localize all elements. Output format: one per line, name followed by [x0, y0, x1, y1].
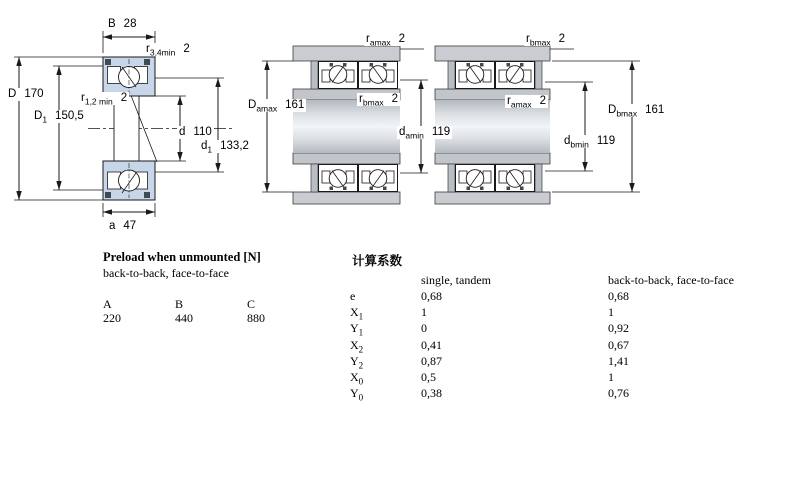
housing-bottom — [293, 192, 400, 204]
dim-value: 133,2 — [220, 140, 249, 152]
factor-value-single: 1 — [421, 305, 427, 320]
dim-base: r — [359, 93, 363, 105]
factor-value-single: 0,5 — [421, 370, 436, 384]
factor-row-label: $X_2$ — [350, 337, 364, 354]
dim-base: D — [248, 99, 257, 111]
dim-base: r — [146, 43, 150, 55]
dim-base: r — [526, 33, 530, 45]
dim-base: r — [366, 33, 370, 45]
dim-value: 2 — [391, 93, 399, 105]
dim-value: 110 — [193, 126, 212, 138]
factor-value-paired: 0,67 — [608, 337, 629, 352]
preload-table — [103, 250, 323, 330]
factor-value-paired: 1 — [608, 370, 614, 384]
dim-label-r34min — [144, 43, 192, 56]
factor-value-single: 0,68 — [421, 289, 442, 303]
factor-row-label: $X_0$ — [350, 370, 364, 387]
preload-col-A: A — [103, 297, 112, 311]
dim-base: d — [179, 126, 186, 138]
dim-label-rbmax-middle — [357, 93, 400, 106]
middle-arrangement-drawing — [262, 46, 428, 204]
dim-sub: 1,2 min — [84, 96, 113, 107]
factor-row-label: e — [350, 289, 356, 303]
factor-row-label: $Y_0$ — [350, 386, 364, 403]
housing-top — [293, 46, 400, 61]
dim-label-ramax-right — [505, 95, 548, 108]
dim-label-D1 — [32, 110, 86, 123]
shaft — [293, 100, 400, 153]
dim-sub: bmin — [570, 139, 589, 150]
preload-col-C: C — [247, 297, 256, 311]
dim-base: D — [34, 110, 43, 122]
factor-row-label: $X_1$ — [350, 305, 364, 322]
dim-value: 161 — [645, 104, 665, 116]
factor-value-single: 0,87 — [421, 353, 442, 368]
preload-col-B: B — [175, 297, 184, 311]
factors-header-back-to-back: back-to-back, face-to-face — [608, 273, 734, 287]
dim-base: a — [109, 220, 116, 232]
dim-value: 119 — [596, 135, 616, 147]
preload-title: Preload when unmounted [N] — [103, 250, 261, 264]
dim-label-Dbmax — [606, 104, 666, 117]
dim-label-damin — [397, 126, 452, 139]
factors-title: 计算系数 — [352, 254, 403, 268]
dim-label-r12min — [79, 92, 129, 105]
dim-sub: bmax — [362, 97, 384, 108]
dim-label-dbmin — [562, 135, 617, 148]
dim-label-ramax-middle — [364, 33, 407, 46]
factor-row-label: $Y_1$ — [350, 321, 364, 338]
dim-sub: 3,4min — [149, 47, 176, 58]
dim-base: D — [608, 104, 617, 116]
housing-top — [435, 46, 550, 61]
right-arrangement-drawing — [435, 46, 640, 204]
preload-value-C: 880 — [247, 311, 265, 325]
preload-value-B: 440 — [175, 311, 193, 325]
dim-label-d — [177, 126, 214, 139]
factor-row-label: $Y_2$ — [350, 353, 364, 371]
dim-value: 2 — [539, 95, 547, 107]
dim-sub: bmax — [529, 37, 551, 48]
factor-value-paired: 0,68 — [608, 289, 629, 303]
factor-value-single: 0 — [421, 321, 427, 336]
dim-label-rbmax-right — [524, 33, 567, 46]
shaft-shoulder-bottom — [293, 153, 400, 164]
dim-sub: amax — [510, 99, 532, 110]
dim-sub: amin — [405, 130, 424, 141]
preload-subtitle: back-to-back, face-to-face — [103, 266, 229, 280]
dim-value: 150,5 — [55, 110, 84, 122]
dim-sub: 1 — [42, 114, 48, 125]
dim-base: r — [81, 92, 85, 104]
dim-value: 2 — [398, 33, 406, 45]
dim-label-d1 — [199, 140, 251, 153]
factor-value-paired: 0,92 — [608, 321, 629, 336]
dim-value: 2 — [558, 33, 566, 45]
dim-sub: 1 — [207, 144, 213, 155]
dim-sub: amax — [369, 37, 391, 48]
shaft-shoulder-bottom — [435, 153, 550, 164]
factor-value-single: 0,41 — [421, 337, 442, 352]
dim-base: D — [8, 88, 17, 100]
dim-value: 2 — [120, 92, 128, 104]
dim-value: 161 — [285, 99, 305, 111]
dim-value: 47 — [123, 220, 137, 232]
dim-value: 119 — [431, 126, 451, 138]
dim-base: B — [108, 18, 116, 30]
dim-sub: bmax — [616, 108, 638, 119]
dim-label-a — [107, 220, 138, 233]
dim-value: 170 — [24, 88, 44, 100]
dim-base: r — [507, 95, 511, 107]
factor-value-single: 0,38 — [421, 386, 442, 401]
factor-value-paired: 1,41 — [608, 353, 629, 368]
housing-bottom — [435, 192, 550, 204]
dim-label-D — [6, 88, 46, 101]
factor-value-paired: 0,76 — [608, 386, 629, 401]
dim-value: 2 — [183, 43, 190, 55]
factors-header-single-tandem: single, tandem — [421, 273, 491, 287]
dim-base: d — [399, 126, 406, 138]
factor-value-paired: 1 — [608, 305, 614, 320]
dim-value: 28 — [123, 18, 137, 30]
dim-sub: amax — [256, 103, 278, 114]
preload-value-A: 220 — [103, 311, 121, 325]
dim-label-B — [106, 18, 138, 31]
calculation-factors-table — [350, 251, 770, 411]
dim-base: d — [201, 140, 208, 152]
dim-base: d — [564, 135, 571, 147]
dim-label-Damax — [246, 99, 306, 112]
